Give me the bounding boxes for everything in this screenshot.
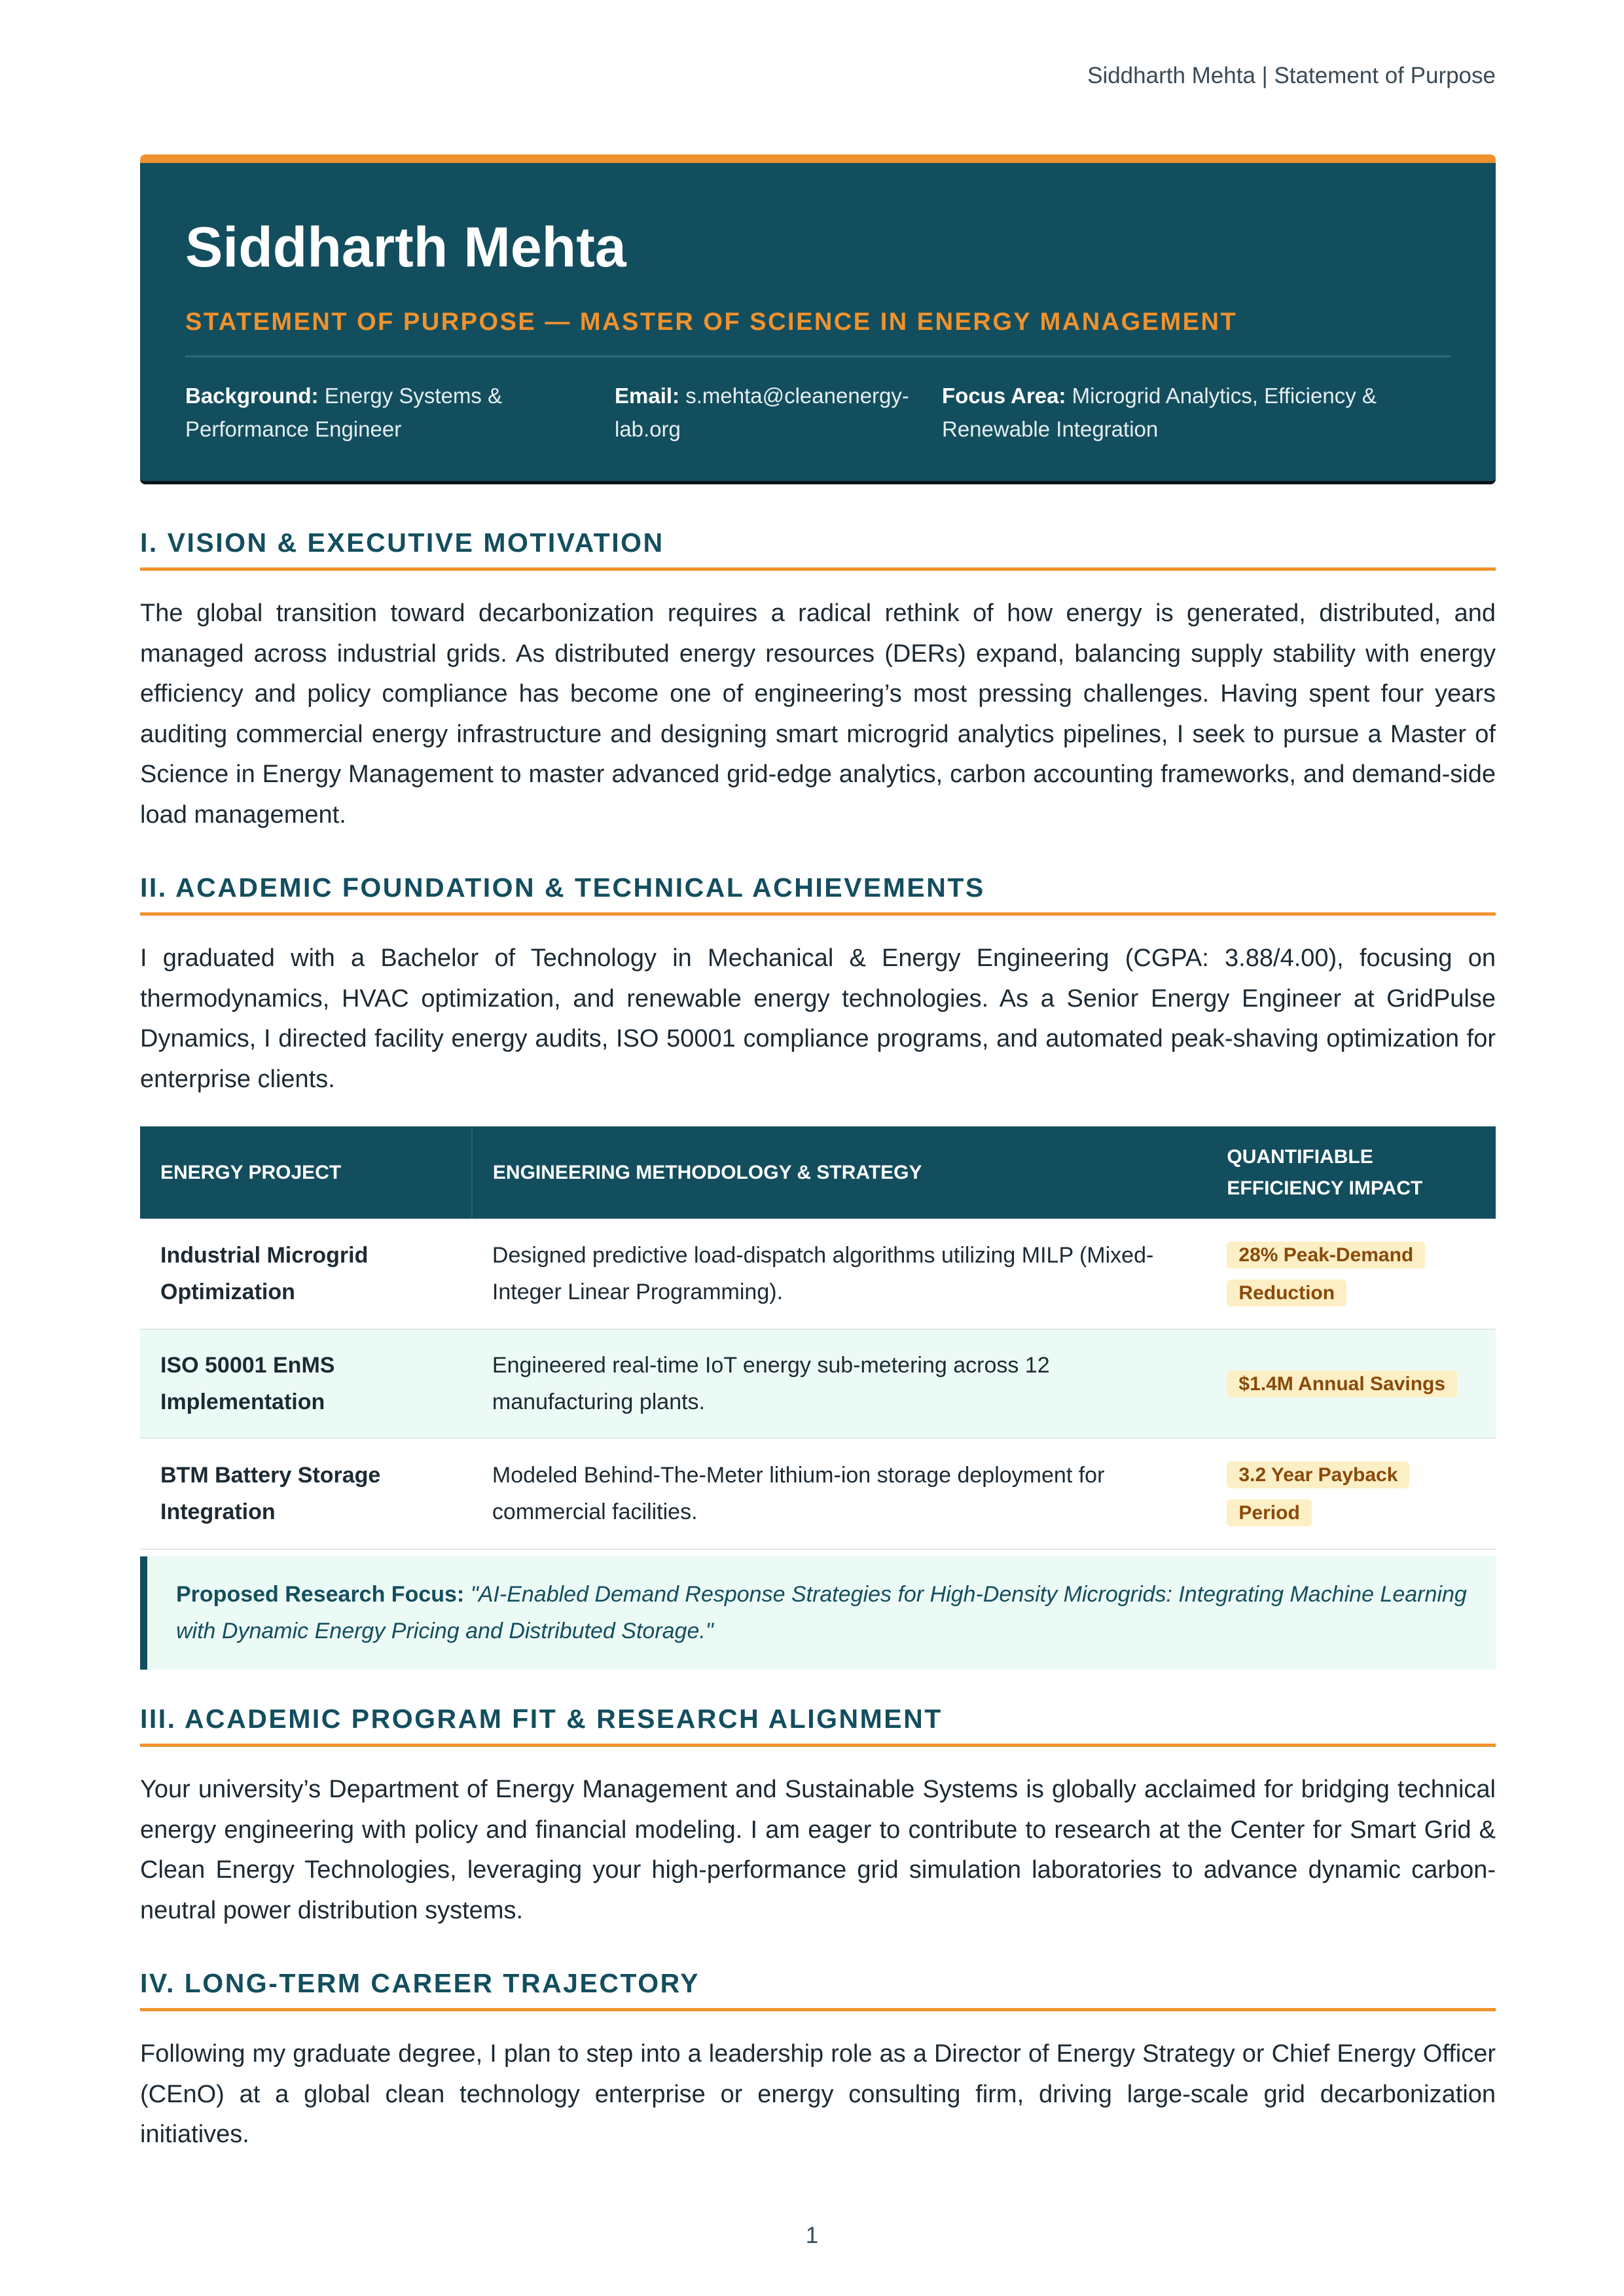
research-focus-callout xyxy=(140,1556,1496,1670)
section-heading-academic-foundation: II. ACADEMIC FOUNDATION & TECHNICAL ACHIEVEMENTS xyxy=(140,872,1496,916)
section-heading-vision: I. VISION & EXECUTIVE MOTIVATION xyxy=(140,528,1496,571)
focus-area-label: Focus Area: xyxy=(942,384,1066,408)
project-name: Industrial Microgrid Optimization xyxy=(140,1219,472,1329)
project-impact-cell xyxy=(1206,1329,1496,1438)
focus-area-value: Microgrid Analytics, Efficiency & Renewable Integration xyxy=(942,384,1377,441)
page-number: 1 xyxy=(805,2223,819,2248)
applicant-name: Siddharth Mehta xyxy=(185,216,626,279)
section-body-academic-foundation: I graduated with a Bachelor of Technology in Mechanical & Energy Engineering (CGPA: 3.88/4.00), focusing on thermodynamics, HVAC optimization, and renewable energy technologies. As a Senior Energy Engineer at GridPulse Dynamics, I directed facility energy audits, ISO 50001 compliance programs, and automated peak-shaving optimization for enterprise clients. xyxy=(140,944,1496,1093)
email-value[interactable]: s.mehta@cleanenergy-lab.org xyxy=(615,384,909,441)
background-info xyxy=(185,379,578,446)
background-value: Energy Systems & Performance Engineer xyxy=(185,384,503,441)
header-card xyxy=(140,154,1496,484)
email-label: Email: xyxy=(615,384,680,408)
column-header-impact: QUANTIFIABLE EFFICIENCY IMPACT xyxy=(1206,1126,1496,1219)
project-method: Engineered real-time IoT energy sub-metering across 12 manufacturing plants. xyxy=(472,1329,1207,1438)
section-body-career-trajectory: Following my graduate degree, I plan to step into a leadership role as a Director of Energy Strategy or Chief Energy Officer (CEnO) at a global clean technology enterprise or energy consulting firm, driving large-scale grid decarbonization initiatives. xyxy=(140,2040,1496,2148)
impact-badge: 28% Peak-Demand Reduction xyxy=(1227,1242,1425,1306)
projects-table xyxy=(140,1126,1496,1550)
section-body-program-fit: Your university’s Department of Energy Management and Sustainable Systems is globally acclaimed for bridging technical energy engineering with policy and financial modeling. I am eager to contribute to research at the Center for Smart Grid & Clean Energy Technologies, leveraging your high-performance grid simulation laboratories to advance dynamic carbon-neutral power distribution systems. xyxy=(140,1776,1496,1924)
research-focus-text: "AI-Enabled Demand Response Strategies for High-Density Microgrids: Integrating Machine Learning with Dynamic Energy Pricing and Distributed Storage." xyxy=(176,1582,1467,1643)
table-row xyxy=(140,1219,1496,1329)
header-divider xyxy=(185,355,1451,357)
table-row xyxy=(140,1438,1496,1549)
project-name: BTM Battery Storage Integration xyxy=(140,1438,472,1549)
column-header-project: ENERGY PROJECT xyxy=(140,1126,472,1219)
impact-badge: 3.2 Year Payback Period xyxy=(1227,1462,1409,1526)
table-header-row xyxy=(140,1126,1496,1219)
project-impact-cell xyxy=(1206,1219,1496,1329)
background-label: Background: xyxy=(185,384,319,408)
project-method: Designed predictive load-dispatch algorithms utilizing MILP (Mixed-Integer Linear Programming). xyxy=(472,1219,1207,1329)
impact-badge: $1.4M Annual Savings xyxy=(1227,1371,1457,1397)
document-subtitle: STATEMENT OF PURPOSE — MASTER OF SCIENCE IN ENERGY MANAGEMENT xyxy=(185,308,1238,336)
focus-area-info xyxy=(942,379,1439,446)
project-method: Modeled Behind-The-Meter lithium-ion storage deployment for commercial facilities. xyxy=(472,1438,1207,1549)
running-header: Siddharth Mehta | Statement of Purpose xyxy=(1087,63,1496,88)
section-heading-program-fit: III. ACADEMIC PROGRAM FIT & RESEARCH ALIGNMENT xyxy=(140,1704,1496,1747)
project-impact-cell xyxy=(1206,1438,1496,1549)
section-body-vision: The global transition toward decarbonization requires a radical rethink of how energy is generated, distributed, and managed across industrial grids. As distributed energy resources (DERs) expand, balancing supply stability with energy efficiency and policy compliance has become one of engineering’s most pressing challenges. Having spent four years auditing commercial energy infrastructure and designing smart microgrid analytics pipelines, I seek to pursue a Master of Science in Energy Management to master advanced grid-edge analytics, carbon accounting frameworks, and demand-side load management. xyxy=(140,600,1496,829)
table-row xyxy=(140,1329,1496,1438)
research-focus-label: Proposed Research Focus: xyxy=(176,1582,465,1607)
section-heading-career-trajectory: IV. LONG-TERM CAREER TRAJECTORY xyxy=(140,1968,1496,2011)
column-header-methodology: ENGINEERING METHODOLOGY & STRATEGY xyxy=(472,1126,1207,1219)
project-name: ISO 50001 EnMS Implementation xyxy=(140,1329,472,1438)
email-info xyxy=(615,379,922,446)
